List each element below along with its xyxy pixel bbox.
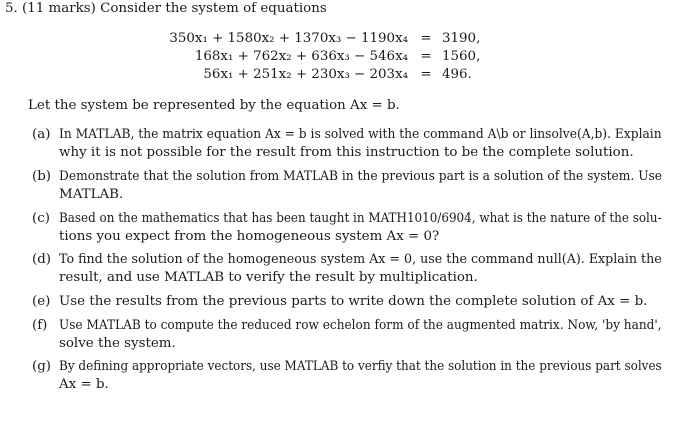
part-f-label: (f) [32, 318, 48, 333]
equation-2-equals: = [420, 49, 432, 64]
part-f-line-2: solve the system. [59, 336, 176, 351]
equation-2-lhs: 168x₁ + 762x₂ + 636x₃ − 546x₄ [194, 49, 408, 64]
part-b-label: (b) [32, 169, 52, 184]
part-b-line-2: MATLAB. [59, 187, 124, 202]
part-d-line-1: To find the solution of the homogeneous system Ax = 0, use the command null(A). Explain the [59, 252, 662, 267]
equation-1-lhs: 350x₁ + 1580x₂ + 1370x₃ − 1190x₄ [169, 31, 408, 46]
part-a-line-2: why it is not possible for the result from this instruction to be the complete solution. [59, 145, 634, 160]
equation-3-rhs: 496. [442, 67, 472, 82]
part-g-line-2: Ax = b. [59, 377, 109, 392]
part-f-line-1: Use MATLAB to compute the reduced row echelon form of the augmented matrix. Now, 'by hand', [59, 318, 662, 333]
part-c-line-1: Based on the mathematics that has been taught in MATH1010/6904, what is the nature of the solu- [59, 211, 662, 226]
part-d-line-2: result, and use MATLAB to verify the result by multiplication. [59, 270, 478, 285]
part-e-label: (e) [32, 294, 51, 309]
part-b-line-1: Demonstrate that the solution from MATLAB in the previous part is a solution of the system. Use [59, 169, 663, 184]
part-a-label: (a) [32, 127, 51, 142]
equation-3-lhs: 56x₁ + 251x₂ + 230x₃ − 203x₄ [203, 67, 408, 82]
part-c-line-2: tions you expect from the homogeneous system Ax = 0? [59, 229, 440, 244]
part-d-label: (d) [32, 252, 52, 267]
intro-text: Let the system be represented by the equation Ax = b. [28, 98, 400, 113]
equation-1-equals: = [420, 31, 432, 46]
part-c-label: (c) [32, 211, 50, 226]
equation-1-rhs: 3190, [442, 31, 481, 46]
problem-title: 5. (11 marks) Consider the system of equations [5, 1, 327, 16]
part-e-line-1: Use the results from the previous parts to write down the complete solution of Ax = b. [59, 294, 648, 309]
equation-3-equals: = [420, 67, 432, 82]
equation-2-rhs: 1560, [442, 49, 481, 64]
part-g-line-1: By defining appropriate vectors, use MATLAB to verfiy that the solution in the previous part solves [59, 359, 662, 374]
part-g-label: (g) [32, 359, 52, 374]
part-a-line-1: In MATLAB, the matrix equation Ax = b is solved with the command A\b or linsolve(A,b). Explain [59, 127, 662, 142]
